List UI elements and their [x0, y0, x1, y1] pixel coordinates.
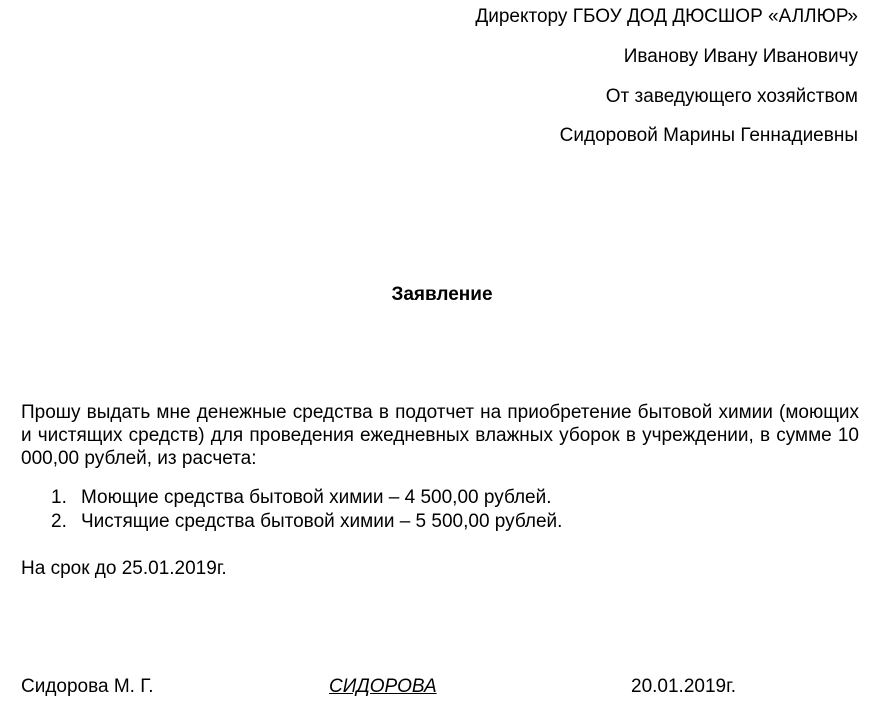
recipient-position: Директору ГБОУ ДОД ДЮСШОР «АЛЛЮР» — [475, 6, 858, 27]
signature: СИДОРОВА — [329, 676, 437, 697]
list-item — [21, 486, 859, 510]
list-item-number: 2. — [51, 511, 67, 532]
document-title: Заявление — [391, 284, 493, 305]
signer-name: Сидорова М. Г. — [21, 676, 154, 697]
sender-position: От заведующего хозяйством — [605, 86, 858, 107]
signature-date: 20.01.2019г. — [631, 676, 736, 697]
list-item — [21, 510, 859, 534]
request-paragraph: Прошу выдать мне денежные средства в подотчет на приобретение бытовой химии (моющих и чистящих средств) для проведения ежедневных влажных уборок в учреждении, в сумме 10 000,00 рублей, из расчета: — [21, 402, 859, 469]
sender-name: Сидоровой Марины Геннадиевны — [559, 125, 858, 146]
list-item-text: Чистящие средства бытовой химии – 5 500,00 рублей. — [81, 511, 563, 532]
list-item-text: Моющие средства бытовой химии – 4 500,00 рублей. — [81, 487, 552, 508]
recipient-name: Иванову Ивану Ивановичу — [623, 46, 858, 67]
deadline-text: На срок до 25.01.2019г. — [21, 558, 227, 579]
list-item-number: 1. — [51, 487, 67, 508]
items-list — [21, 486, 859, 534]
